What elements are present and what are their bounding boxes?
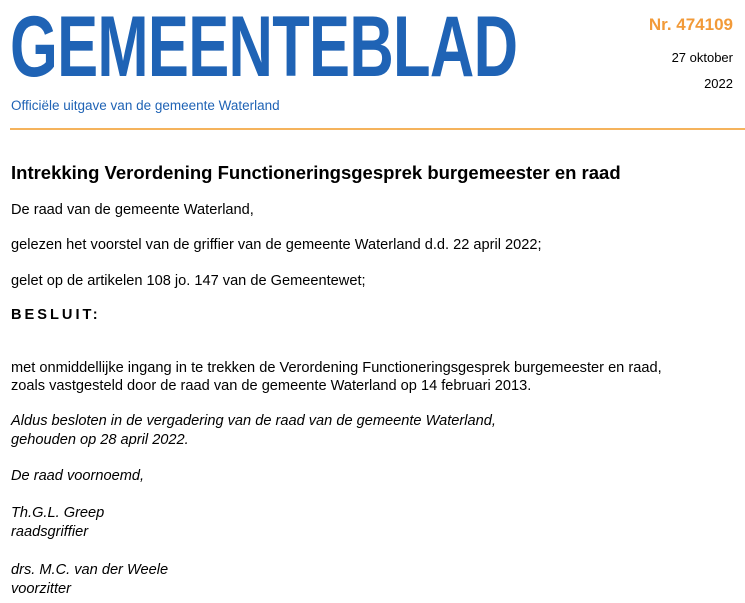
- signer-1-name: Th.G.L. Greep: [11, 505, 105, 521]
- decision-text-line-2: zoals vastgesteld door de raad van de gemeente Waterland op 14 februari 2013.: [11, 378, 532, 394]
- intro-text: De raad van de gemeente Waterland,: [11, 202, 254, 218]
- publication-date: [672, 45, 733, 97]
- document-title: Intrekking Verordening Functioneringsgesprek burgemeester en raad: [11, 162, 621, 183]
- council-signature-line: De raad voornoemd,: [11, 468, 145, 484]
- header-divider: [10, 128, 745, 130]
- masthead-title: GEMEENTEBLAD: [10, 0, 518, 95]
- considering-text-2: gelet op de artikelen 108 jo. 147 van de Gemeentewet;: [11, 273, 366, 289]
- closing-text-line-1: Aldus besloten in de vergadering van de raad van de gemeente Waterland,: [11, 413, 496, 429]
- publication-date-year: 2022: [704, 76, 733, 91]
- decision-text-line-1: met onmiddellijke ingang in te trekken de Verordening Functioneringsgesprek burgemeester en raad,: [11, 360, 662, 376]
- considering-text-1: gelezen het voorstel van de griffier van de gemeente Waterland d.d. 22 april 2022;: [11, 237, 542, 253]
- masthead-subtitle: Officiële uitgave van de gemeente Waterland: [11, 98, 280, 113]
- signer-1-role: raadsgriffier: [11, 524, 89, 540]
- closing-text-line-2: gehouden op 28 april 2022.: [11, 432, 189, 448]
- decision-heading: BESLUIT:: [11, 307, 101, 323]
- publication-number: Nr. 474109: [648, 15, 733, 34]
- signer-2-name: drs. M.C. van der Weele: [11, 562, 169, 578]
- signer-2-role: voorzitter: [11, 581, 72, 597]
- publication-date-day: 27 oktober: [671, 50, 733, 65]
